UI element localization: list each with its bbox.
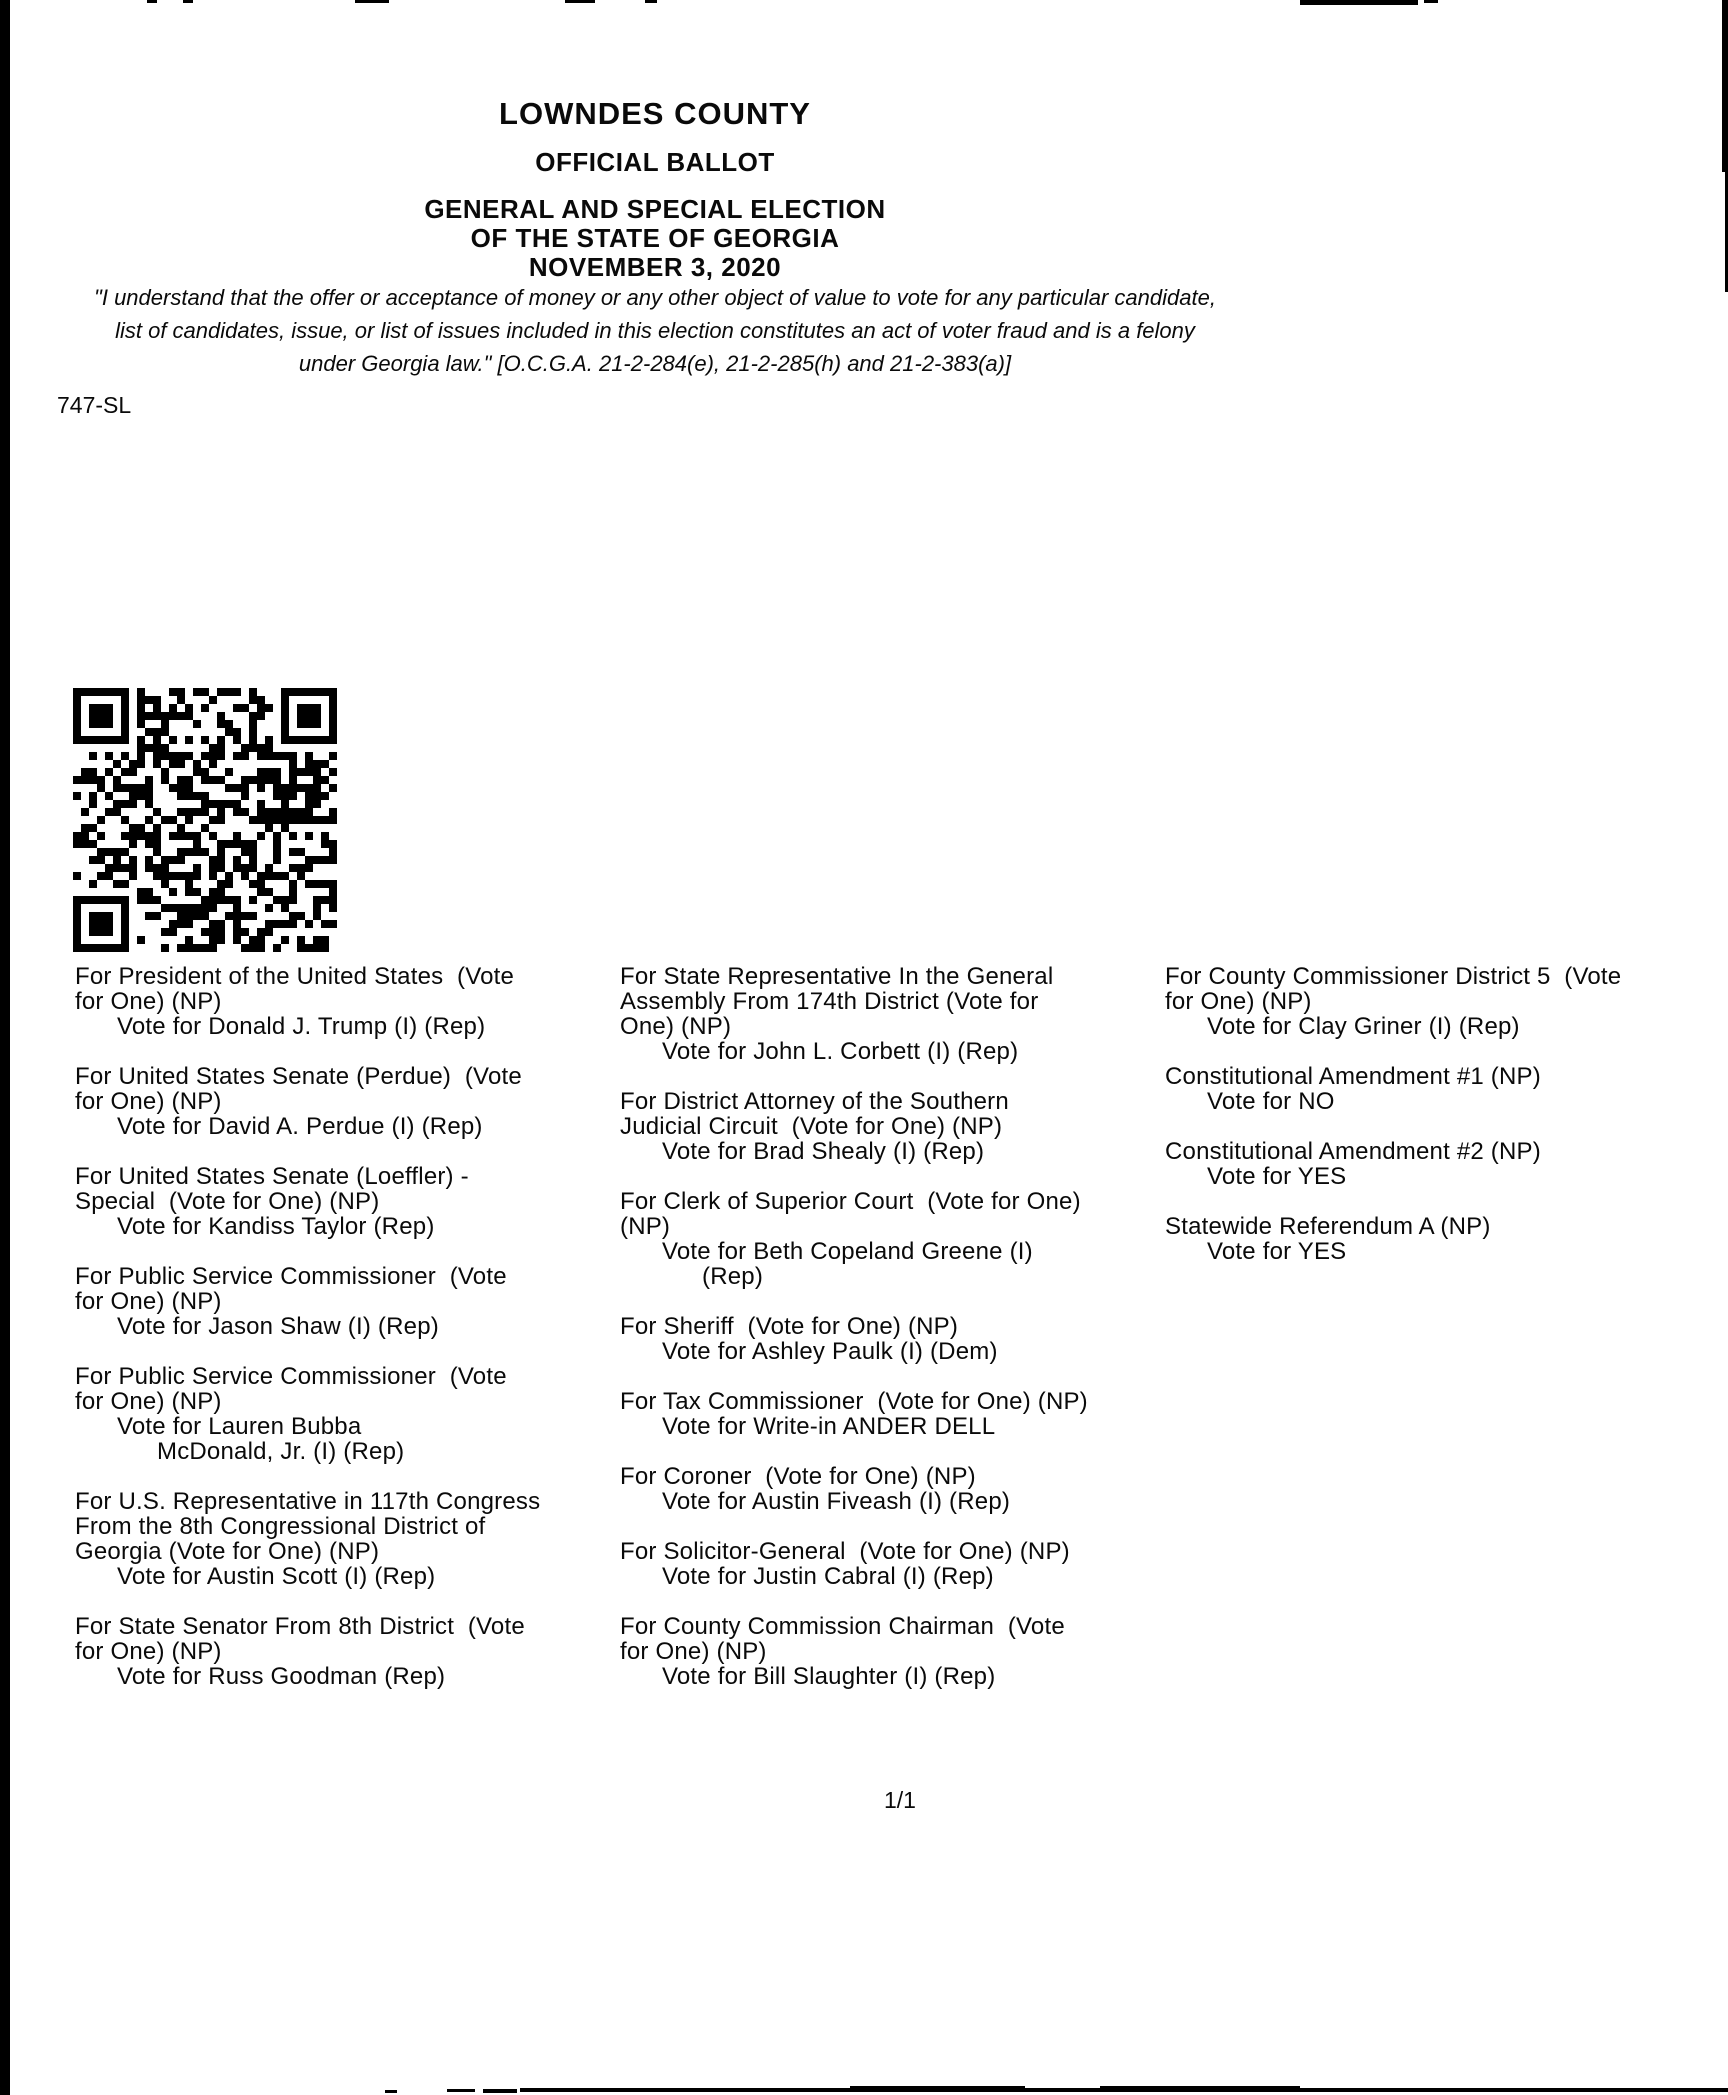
disclaimer-line: under Georgia law." [O.C.G.A. 21-2-284(e), 21-2-285(h) and 21-2-383(a)] — [298, 351, 1012, 376]
ballot-header — [0, 96, 1310, 282]
contest — [620, 1614, 1088, 1689]
contest — [620, 1389, 1088, 1439]
scan-artifact-right-line — [1722, 0, 1728, 172]
ballot-column-1 — [75, 964, 540, 1689]
vote-selection-line: Vote for David A. Perdue (I) (Rep) — [117, 1113, 483, 1140]
contest — [620, 1464, 1088, 1514]
vote-selection-line: Vote for Brad Shealy (I) (Rep) — [662, 1138, 985, 1165]
scan-artifact — [1424, 0, 1438, 3]
vote-selection-line: Vote for John L. Corbett (I) (Rep) — [662, 1038, 1019, 1065]
scan-artifact — [183, 0, 193, 3]
contest — [75, 1064, 540, 1139]
ballot-column-2 — [620, 964, 1088, 1689]
vote-selection-line: Vote for Russ Goodman (Rep) — [117, 1663, 446, 1690]
contest-title-line: From the 8th Congressional District of — [75, 1513, 486, 1540]
contest — [620, 1089, 1088, 1164]
contest-title-line: For U.S. Representative in 117th Congress — [75, 1488, 541, 1515]
contest-title-line: Judicial Circuit (Vote for One) (NP) — [620, 1113, 1003, 1140]
contest-title-line: for One) (NP) — [75, 1388, 222, 1415]
ballot-type-title: OFFICIAL BALLOT — [535, 147, 775, 177]
contest-title-line: (NP) — [620, 1213, 671, 1240]
vote-selection-line: Vote for Beth Copeland Greene (I) — [662, 1238, 1033, 1265]
disclaimer-line: "I understand that the offer or acceptance of money or any other object of value to vote for any particular candidate, — [94, 285, 1216, 310]
vote-selection-line: Vote for Write-in ANDER DELL — [662, 1413, 996, 1440]
vote-selection-line: Vote for Donald J. Trump (I) (Rep) — [117, 1013, 486, 1040]
vote-selection-line: Vote for Kandiss Taylor (Rep) — [117, 1213, 435, 1240]
contest-title-line: For State Senator From 8th District (Vote — [75, 1613, 525, 1640]
contest — [1165, 1064, 1621, 1114]
contest-title-line: Assembly From 174th District (Vote for — [620, 988, 1039, 1015]
contest-title-line: For Solicitor-General (Vote for One) (NP) — [620, 1538, 1070, 1565]
vote-selection-line: Vote for Bill Slaughter (I) (Rep) — [662, 1663, 996, 1690]
scan-artifact-bottom-line — [850, 2086, 1025, 2092]
contest-title-line: For County Commission Chairman (Vote — [620, 1613, 1065, 1640]
contest-title-line: Constitutional Amendment #2 (NP) — [1165, 1138, 1541, 1165]
contest — [75, 1489, 540, 1589]
vote-selection-line: Vote for Justin Cabral (I) (Rep) — [662, 1563, 994, 1590]
contest — [620, 1314, 1088, 1364]
contest-title-line: Georgia (Vote for One) (NP) — [75, 1538, 380, 1565]
contest-title-line: For President of the United States (Vote — [75, 963, 515, 990]
disclaimer-line: list of candidates, issue, or list of issues included in this election constitutes an act of voter fraud and is a felony — [115, 318, 1195, 343]
contest — [75, 1164, 540, 1239]
vote-selection-line: Vote for YES — [1207, 1163, 1347, 1190]
contest-title-line: For Sheriff (Vote for One) (NP) — [620, 1313, 959, 1340]
election-title-line: GENERAL AND SPECIAL ELECTION — [424, 194, 886, 224]
scan-artifact — [147, 0, 157, 3]
contest — [75, 1264, 540, 1339]
election-title-line: OF THE STATE OF GEORGIA — [470, 223, 840, 253]
scan-artifact-bottom-line — [1100, 2086, 1300, 2092]
contest-title-line: Statewide Referendum A (NP) — [1165, 1213, 1491, 1240]
vote-selection-line: Vote for YES — [1207, 1238, 1347, 1265]
scan-artifact — [447, 2089, 475, 2092]
form-code: 747-SL — [57, 392, 132, 418]
contest — [1165, 1214, 1621, 1264]
contest-title-line: For County Commissioner District 5 (Vote — [1165, 963, 1622, 990]
contest-title-line: for One) (NP) — [620, 1638, 767, 1665]
scan-artifact — [565, 0, 595, 3]
contest-title-line: For Public Service Commissioner (Vote — [75, 1363, 507, 1390]
vote-selection-line: Vote for Ashley Paulk (I) (Dem) — [662, 1338, 998, 1365]
scan-artifact-top-right-line — [1300, 0, 1418, 5]
contest-title-line: Special (Vote for One) (NP) — [75, 1188, 380, 1215]
scan-artifact — [355, 0, 389, 3]
contest-title-line: For United States Senate (Loeffler) - — [75, 1163, 469, 1190]
contest-title-line: One) (NP) — [620, 1013, 732, 1040]
scan-artifact — [645, 0, 657, 3]
contest — [620, 1189, 1088, 1289]
vote-selection-line: (Rep) — [702, 1263, 764, 1290]
contest-title-line: Constitutional Amendment #1 (NP) — [1165, 1063, 1541, 1090]
vote-selection-line: Vote for Jason Shaw (I) (Rep) — [117, 1313, 439, 1340]
contest-title-line: for One) (NP) — [75, 988, 222, 1015]
contest-title-line: for One) (NP) — [1165, 988, 1312, 1015]
contest-title-line: For Public Service Commissioner (Vote — [75, 1263, 507, 1290]
contest — [1165, 964, 1621, 1039]
vote-selection-line: McDonald, Jr. (I) (Rep) — [157, 1438, 405, 1465]
ballot-column-3 — [1165, 964, 1621, 1264]
contest-title-line: For District Attorney of the Southern — [620, 1088, 1009, 1115]
vote-selection-line: Vote for Lauren Bubba — [117, 1413, 362, 1440]
vote-selection-line: Vote for Clay Griner (I) (Rep) — [1207, 1013, 1520, 1040]
contest — [1165, 1139, 1621, 1189]
ballot-columns — [0, 964, 1728, 1824]
fraud-disclaimer — [0, 281, 1310, 380]
election-title-line: NOVEMBER 3, 2020 — [528, 252, 782, 282]
contest-title-line: For Tax Commissioner (Vote for One) (NP) — [620, 1388, 1088, 1415]
contest-title-line: for One) (NP) — [75, 1638, 222, 1665]
contest-title-line: For State Representative In the General — [620, 963, 1054, 990]
contest — [75, 1614, 540, 1689]
contest-title-line: For Clerk of Superior Court (Vote for One) — [620, 1188, 1081, 1215]
contest-title-line: for One) (NP) — [75, 1088, 222, 1115]
contest-title-line: For United States Senate (Perdue) (Vote — [75, 1063, 522, 1090]
election-title — [0, 195, 1310, 282]
contest — [620, 964, 1088, 1064]
contest — [75, 1364, 540, 1464]
scan-artifact — [385, 2090, 397, 2093]
contest-title-line: for One) (NP) — [75, 1288, 222, 1315]
contest — [75, 964, 540, 1039]
scan-artifact — [483, 2089, 517, 2093]
contest-title-line: For Coroner (Vote for One) (NP) — [620, 1463, 976, 1490]
contest — [620, 1539, 1088, 1589]
vote-selection-line: Vote for Austin Scott (I) (Rep) — [117, 1563, 436, 1590]
page-indicator: 1/1 — [884, 1787, 916, 1813]
vote-selection-line: Vote for NO — [1207, 1088, 1335, 1115]
county-title: LOWNDES COUNTY — [499, 96, 811, 131]
vote-selection-line: Vote for Austin Fiveash (I) (Rep) — [662, 1488, 1011, 1515]
qr-code-icon — [73, 688, 337, 952]
